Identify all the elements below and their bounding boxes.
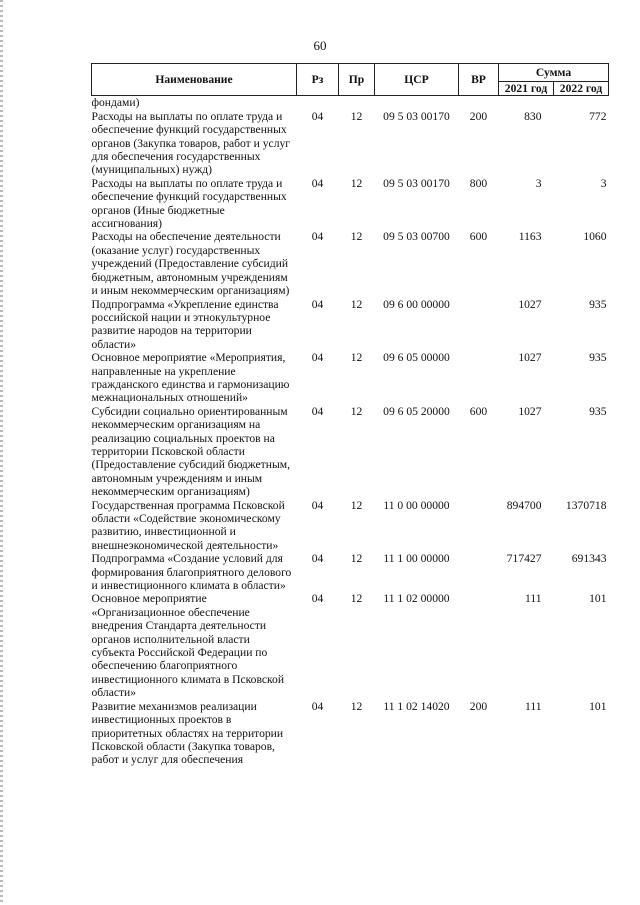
cell-vr [459, 499, 499, 553]
cell-vr [459, 552, 499, 592]
cell-name: Основное мероприятие «Мероприятия, направленные на укрепление гражданского единства и гармонизацию межнациональных отношений» [91, 351, 290, 405]
cell-rz: 04 [311, 552, 324, 566]
cell-csr: 11 1 02 14020 [383, 699, 450, 713]
cell-name: Развитие механизмов реализации инвестиционных проектов в приоритетных областях на территории Псковской области (Закупка товаров, работ и услуг для обеспечения [91, 699, 284, 767]
cell-rz: 04 [311, 699, 324, 713]
cell-pr: 12 [350, 404, 363, 418]
cell-2021: 894700 [506, 498, 542, 512]
cell-rz: 04 [311, 297, 324, 311]
cell-pr: 12 [350, 351, 363, 365]
cell-csr: 11 1 00 00000 [383, 552, 450, 566]
cell-vr [459, 298, 499, 352]
cell-vr [459, 351, 499, 405]
cell-2022: 772 [589, 109, 607, 123]
cell-name: Государственная программа Псковской области «Содействие экономическому развитию, инвестиционной и внешнеэкономической деятельности» [91, 498, 285, 552]
cell-pr: 12 [350, 699, 363, 713]
cell-name: Подпрограмма «Создание условий для формирования благоприятного делового и инвестиционного климата в области» [91, 552, 292, 593]
cell-2022: 3 [600, 176, 607, 190]
cell-2022: 691343 [571, 552, 607, 566]
table-header [92, 64, 609, 96]
cell-2022: 101 [589, 592, 607, 606]
cell-2021: 111 [524, 592, 542, 606]
cell-pr: 12 [350, 592, 363, 606]
cell-2022 [554, 96, 609, 110]
header-pr: Пр [339, 64, 375, 96]
cell-csr: 09 6 00 00000 [383, 297, 450, 311]
cell-csr: 11 0 00 00000 [383, 498, 450, 512]
header-vr: ВР [459, 64, 499, 96]
cell-2022: 1370718 [565, 498, 607, 512]
cell-rz: 04 [311, 176, 324, 190]
cell-rz: 04 [311, 592, 324, 606]
cell-vr [459, 592, 499, 699]
cell-2021 [499, 96, 554, 110]
table-row [92, 230, 609, 297]
cell-2022: 101 [589, 699, 607, 713]
cell-2022: 1060 [583, 230, 607, 244]
header-rz: Рз [297, 64, 339, 96]
cell-name: фондами) [91, 96, 140, 110]
table-row [92, 552, 609, 592]
header-sum: Сумма [499, 64, 609, 82]
cell-vr: 600 [469, 404, 488, 418]
cell-rz: 04 [311, 351, 324, 365]
cell-csr: 09 5 03 00700 [383, 230, 450, 244]
cell-vr: 600 [469, 230, 488, 244]
table-row [92, 351, 609, 405]
cell-rz: 04 [311, 109, 324, 123]
cell-rz: 04 [311, 230, 324, 244]
cell-pr: 12 [350, 552, 363, 566]
cell-name: Подпрограмма «Укрепление единства российской нации и этнокультурное развитие народов на территории области» [91, 297, 279, 351]
cell-csr: 09 5 03 00170 [383, 109, 450, 123]
budget-table [91, 63, 609, 767]
cell-vr: 200 [469, 109, 488, 123]
header-csr: ЦСР [375, 64, 459, 96]
table-row [92, 592, 609, 699]
cell-pr: 12 [350, 230, 363, 244]
cell-2022: 935 [589, 351, 607, 365]
table-row [92, 177, 609, 231]
page-number: 60 [313, 38, 327, 53]
table-row [92, 110, 609, 177]
cell-2021: 3 [535, 176, 542, 190]
table-row [92, 700, 609, 767]
cell-2022: 935 [589, 297, 607, 311]
cell-csr: 11 1 02 00000 [383, 592, 450, 606]
cell-2021: 830 [524, 109, 542, 123]
table-row [92, 298, 609, 352]
cell-pr: 12 [350, 498, 363, 512]
cell-rz [297, 96, 339, 110]
cell-rz: 04 [311, 498, 324, 512]
table-row [92, 96, 609, 110]
cell-name: Расходы на выплаты по оплате труда и обеспечение функций государственных органов (Иные бюджетные ассигнования) [91, 176, 287, 231]
cell-vr: 200 [469, 699, 488, 713]
table-row [92, 499, 609, 553]
cell-2021: 1027 [518, 404, 542, 418]
cell-2021: 1163 [518, 230, 542, 244]
cell-name: Субсидии социально ориентированным некоммерческим организациям на реализацию социальных проектов на территории Псковской области (Предоставление субсидий бюджетным, автономным учреждениям и иным некоммерческим организациям) [91, 404, 290, 499]
cell-pr [339, 96, 375, 110]
cell-2021: 717427 [506, 552, 542, 566]
cell-csr: 09 5 03 00170 [383, 176, 450, 190]
cell-2021: 1027 [518, 351, 542, 365]
cell-vr [459, 96, 499, 110]
cell-2021: 111 [524, 699, 542, 713]
table-body [92, 96, 609, 767]
cell-pr: 12 [350, 109, 363, 123]
cell-name: Основное мероприятие «Организационное обеспечение внедрения Стандарта деятельности органов исполнительной власти субъекта Российской Федерации по обеспечению благоприятного инвестиционного климата в Псковской области» [91, 592, 285, 700]
cell-rz: 04 [311, 404, 324, 418]
cell-name: Расходы на выплаты по оплате труда и обеспечение функций государственных органов (Закупка товаров, работ и услуг для обеспечения государственных (муниципальных) нужд) [91, 109, 291, 177]
cell-2021: 1027 [518, 297, 542, 311]
header-year-2022: 2022 год [554, 82, 609, 96]
cell-csr: 09 6 05 00000 [383, 351, 450, 365]
cell-pr: 12 [350, 176, 363, 190]
table-row [92, 405, 609, 499]
scan-edge [0, 0, 3, 905]
header-year-2021: 2021 год [499, 82, 554, 96]
header-name: Наименование [92, 64, 297, 96]
cell-csr: 09 6 05 20000 [383, 404, 450, 418]
cell-name: Расходы на обеспечение деятельности (оказание услуг) государственных учреждений (Предоставление субсидий бюджетным, автономным учреждениям и иным некоммерческим организациям) [91, 230, 290, 298]
cell-pr: 12 [350, 297, 363, 311]
cell-csr [375, 96, 459, 110]
cell-2022: 935 [589, 404, 607, 418]
cell-vr: 800 [469, 176, 488, 190]
